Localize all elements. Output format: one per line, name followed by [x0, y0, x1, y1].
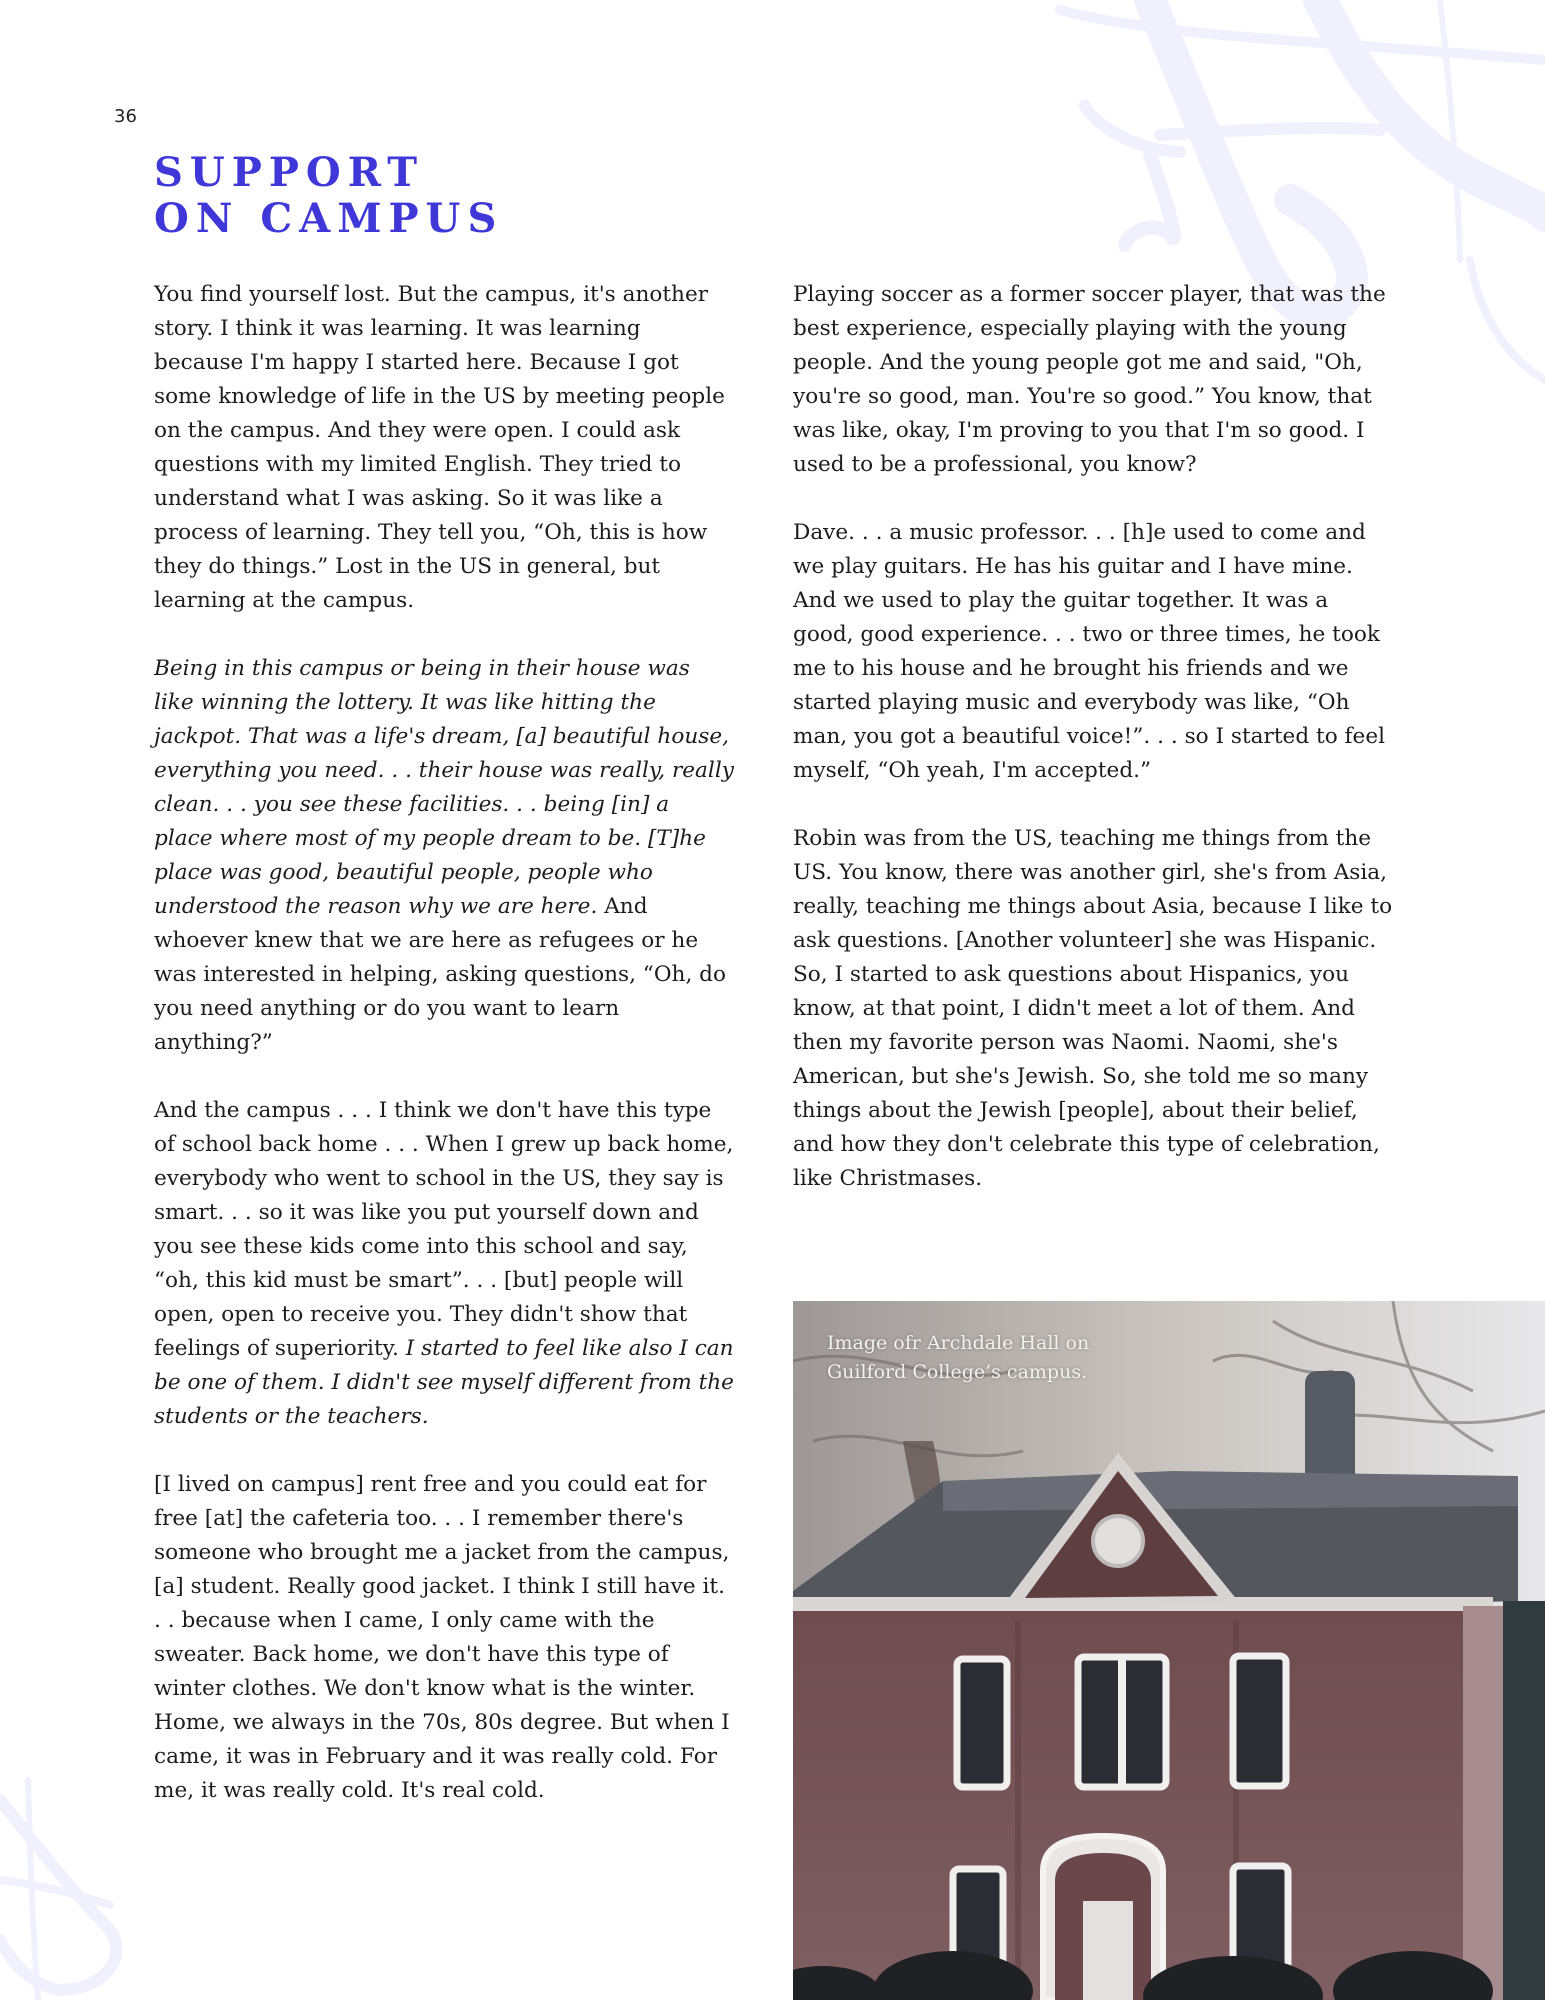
page-number: 36	[114, 106, 137, 127]
paragraph-text: And whoever knew that we are here as refugees or he was interested in helping, asking questions, “Oh, do you need anything or do you want to learn anything?”	[154, 894, 726, 1055]
title-line-1: SUPPORT	[154, 149, 425, 196]
paragraph: You find yourself lost. But the campus, it's another story. I think it was learning. It was learning because I'm happy I started here. Because I got some knowledge of life in the US by meeting people on the campus. And they were open. I could ask questions with my limited English. They tried to understand what I was asking. So it was like a process of learning. They tell you, “Oh, this is how they do things.” Lost in the US in general, but learning at the campus.	[154, 282, 725, 613]
paragraph-text: And the campus . . . I think we don't have this type of school back home . . . When I grew up back home, everybody who went to school in the US, they say is smart. . . so it was like you put yourself down and you see these kids come into this school and say, “oh, this kid must be smart”. . . [but] people will open, open to receive you. They didn't show that feelings of superiority.	[154, 1098, 734, 1361]
title-line-2: ON CAMPUS	[154, 195, 504, 242]
right-column	[793, 278, 1393, 1230]
paragraph: Robin was from the US, teaching me things from the US. You know, there was another girl, she's from Asia, really, teaching me things about Asia, because I like to ask questions. [Another volunteer] she was Hispanic. So, I started to ask questions about Hispanics, you know, at that point, I didn't meet a lot of them. And then my favorite person was Naomi. Naomi, she's American, but she's Jewish. So, she told me so many things about the Jewish [people], about their belief, and how they don't celebrate this type of celebration, like Christmases.	[793, 826, 1393, 1191]
left-column	[154, 278, 734, 1842]
page-title	[154, 150, 503, 242]
paragraph	[154, 652, 734, 1060]
paragraph: Dave. . . a music professor. . . [h]e used to come and we play guitars. He has his guitar and I have mine. And we used to play the guitar together. It was a good, good experience. . . two or three times, he took me to his house and he brought his friends and we started playing music and everybody was like, “Oh man, you got a beautiful voice!”. . . so I started to feel myself, “Oh yeah, I'm accepted.”	[793, 520, 1386, 783]
photo-caption	[827, 1329, 1089, 1387]
paragraph: [I lived on campus] rent free and you could eat for free [at] the cafeteria too. . . I remember there's someone who brought me a jacket from the campus, [a] student. Really good jacket. I think I still have it. . . because when I came, I only came with the sweater. Back home, we don't have this type of winter clothes. We don't know what is the winter. Home, we always in the 70s, 80s degree. But when I came, it was in February and it was really cold. For me, it was really cold. It's real cold.	[154, 1472, 730, 1803]
caption-line-1: Image ofr Archdale Hall on	[827, 1332, 1090, 1354]
paragraph: Playing soccer as a former soccer player, that was the best experience, especially playing with the young people. And the young people got me and said, "Oh, you're so good, man. You're so good.” You know, that was like, okay, I'm proving to you that I'm so good. I used to be a professional, you know?	[793, 282, 1386, 477]
paragraph	[154, 1094, 734, 1434]
italic-quote: Being in this campus or being in their house was like winning the lottery. It was like hitting the jackpot. That was a life's dream, [a] beautiful house, everything you need. . . their house was really, really clean. . . you see these facilities. . . being [in] a place where most of my people dream to be. [T]he place was good, beautiful people, people who understood the reason why we are here.	[154, 656, 734, 919]
archdale-hall-painting-icon	[793, 1301, 1545, 2000]
italic-quote: I started to feel like also I can be one of them. I didn't see myself different from the students or the teachers.	[154, 1336, 734, 1429]
archdale-hall-photo	[793, 1301, 1545, 2000]
caption-line-2: Guilford College’s campus.	[827, 1361, 1088, 1383]
